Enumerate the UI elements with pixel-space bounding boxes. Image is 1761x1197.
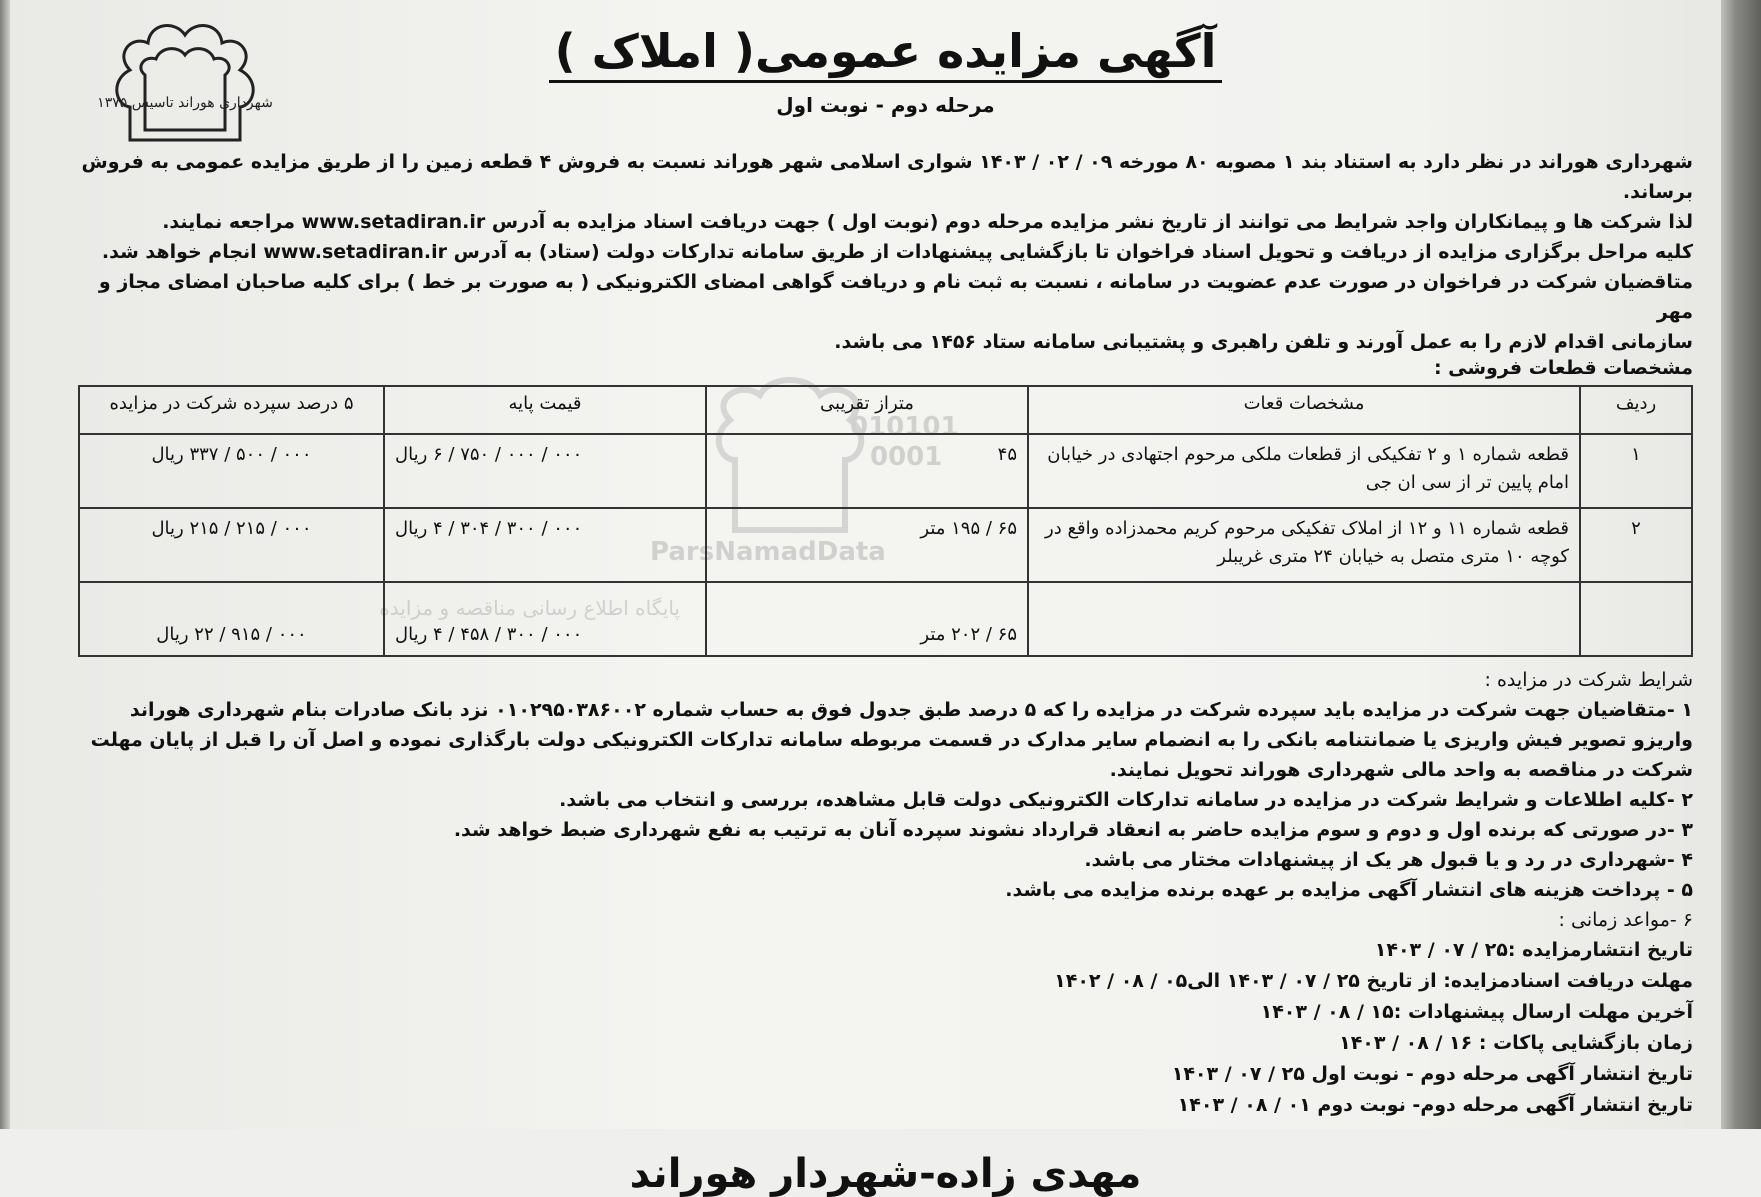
lot-base-price: ۰۰۰ / ۳۰۰ / ۳۰۴ / ۴ ریال — [384, 508, 706, 582]
page-right-shadow — [1721, 0, 1761, 1129]
timeline-item: زمان بازگشایی پاکات : ۱۶ / ۰۸ / ۱۴۰۳ — [1339, 1032, 1693, 1054]
lot-deposit: ۰۰۰ / ۹۱۵ / ۲۲ ریال — [79, 582, 384, 656]
lots-table — [78, 385, 1693, 657]
page-left-shadow — [0, 0, 10, 1129]
lot-spec: قطعه شماره ۱۱ و ۱۲ از املاک تفکیکی مرحوم کریم محمدزاده واقع در کوچه ۱۰ متری متصل به خیابان ۲۴ متری غریبلر — [1028, 508, 1580, 582]
notice-content — [78, 14, 1693, 1197]
row-number: ۲ — [1580, 508, 1692, 582]
svg-text:010101: 010101 — [850, 412, 959, 442]
lot-base-price: ۰۰۰ / ۳۰۰ / ۴۵۸ / ۴ ریال — [384, 582, 706, 656]
intro-line: متاقضیان شرکت در فراخوان در صورت عدم عضویت در سامانه ، نسبت به ثبت نام و دریافت گواهی امضای الکترونیکی ( به صورت بر خط ) برای کلیه صاحبان امضای مجاز و مهر — [98, 271, 1693, 323]
lot-deposit: ۰۰۰ / ۲۱۵ / ۲۱۵ ریال — [79, 508, 384, 582]
row-number — [1580, 582, 1692, 656]
conditions-section — [78, 665, 1693, 935]
lot-area: ۴۵ — [706, 434, 1028, 508]
notice-subtitle: مرحله دوم - نوبت اول — [776, 93, 995, 117]
lot-area: ۶۵ / ۱۹۵ متر — [706, 508, 1028, 582]
intro-paragraph — [78, 147, 1693, 357]
timeline-item: تاریخ انتشار آگهی مرحله دوم - نوبت اول ۲۵ / ۰۷ / ۱۴۰۳ — [1171, 1063, 1693, 1085]
col-area: متراز تقریبی — [706, 386, 1028, 434]
timeline-item: آخرین مهلت ارسال پیشنهادات :۱۵ / ۰۸ / ۱۴۰۳ — [1260, 1001, 1693, 1023]
watermark-brand: ParsNamadData — [650, 537, 886, 567]
col-deposit: ۵ درصد سپرده شرکت در مزایده — [79, 386, 384, 434]
logo-text: شهرداری هوراند تاسیس ۱۳۷۵ — [97, 95, 273, 111]
table-row — [79, 508, 1692, 582]
col-base-price: قیمت پایه — [384, 386, 706, 434]
table-row — [79, 582, 1692, 656]
col-specification: مشخصات قعات — [1028, 386, 1580, 434]
table-header-row — [79, 386, 1692, 434]
lot-area: ۶۵ / ۲۰۲ متر — [706, 582, 1028, 656]
condition-item: ۴ -شهرداری در رد و یا قبول هر یک از پیشنهادات مختار می باشد. — [1084, 849, 1693, 871]
intro-line: سازمانی اقدام لازم را به عمل آورند و تلفن راهبری و پشتیبانی سامانه ستاد ۱۴۵۶ می باشد. — [834, 331, 1693, 353]
timeline-section — [78, 935, 1693, 1121]
lot-spec — [1028, 582, 1580, 656]
col-row-number: ردیف — [1580, 386, 1692, 434]
table-row — [79, 434, 1692, 508]
notice-title: آگهی مزایده عمومی( املاک ) — [549, 24, 1223, 83]
row-number: ۱ — [1580, 434, 1692, 508]
conditions-title: شرایط شرکت در مزایده : — [1484, 669, 1693, 691]
condition-item: ۵ - پرداخت هزینه های انتشار آگهی مزایده بر عهده برنده مزایده می باشد. — [1005, 879, 1693, 901]
intro-line: شهرداری هوراند در نظر دارد به استناد بند ۱ مصوبه ۸۰ مورخه ۰۹ / ۰۲ / ۱۴۰۳ شوارى اسلامی شهر هوراند نسبت به فروش ۴ قطعه زمین را از طریق مزایده عمومی به فروش برساند. — [81, 151, 1693, 203]
condition-item: ۳ -در صورتی که برنده اول و دوم و سوم مزایده حاضر به انعقاد قرارداد نشوند سپرده آنان به ترتیب به نفع شهرداری ضبط خواهد شد. — [453, 819, 1693, 841]
signature: مهدی زاده-شهردار هوراند — [629, 1151, 1142, 1197]
timeline-item: مهلت دریافت اسنادمزایده: از تاریخ ۲۵ / ۰۷ / ۱۴۰۳ الی۰۵ / ۰۸ / ۱۴۰۲ — [1054, 970, 1693, 992]
specs-label: مشخصات قطعات فروشی : — [1433, 357, 1693, 379]
intro-line: کلیه مراحل برگزاری مزایده از دریافت و تحویل اسناد فراخوان تا بازگشایی پیشنهادات از طریق سامانه تدارکات دولت (ستاد) به آدرس www.setadiran.ir انجام خواهد شد. — [101, 241, 1693, 263]
lot-spec: قطعه شماره ۱ و ۲ تفکیکی از قطعات ملکی مرحوم اجتهادی در خیابان امام پایین تر از سی ان جی — [1028, 434, 1580, 508]
condition-item: ۶ -مواعد زمانی : — [1558, 909, 1693, 931]
lot-deposit: ۰۰۰ / ۵۰۰ / ۳۳۷ ریال — [79, 434, 384, 508]
intro-line: لذا شرکت ها و پیمانکاران واجد شرایط می توانند از تاریخ نشر مزایده مرحله دوم (نوبت اول ) جهت دریافت اسناد مزایده به آدرس www.setadiran.ir مراجعه نمایند. — [162, 211, 1693, 233]
timeline-item: تاریخ انتشار آگهی مرحله دوم- نوبت دوم ۰۱ / ۰۸ / ۱۴۰۳ — [1177, 1094, 1693, 1116]
svg-text:0001: 0001 — [870, 442, 943, 472]
condition-item: ۱ -متقاضیان جهت شرکت در مزایده باید سپرده شرکت در مزایده را که ۵ درصد طبق جدول فوق به حساب شماره ۰۱۰۲۹۵۰۳۸۶۰۰۲ نزد بانک صادرات بنام شهرداری هوراند واریزو تصویر فیش واریزی یا ضمانتنامه بانکی را به انضمام سایر مدارک در قسمت مربوطه سامانه تدارکات الکترونیکی دولت بارگذاری نموده و اصل آن را قبل از پایان مهلت شرکت در مناقصه به واحد مالی شهرداری هوراند تحویل نمایند. — [90, 699, 1693, 781]
lot-base-price: ۰۰۰ / ۰۰۰ / ۷۵۰ / ۶ ریال — [384, 434, 706, 508]
watermark-tagline: پایگاه اطلاع رسانی مناقصه و مزایده — [379, 596, 680, 620]
condition-item: ۲ -کلیه اطلاعات و شرایط شرکت در مزایده در سامانه تدارکات الکترونیکی دولت قابل مشاهده، بررسی و انتخاب می باشد. — [559, 789, 1693, 811]
timeline-item: تاریخ انتشارمزایده :۲۵ / ۰۷ / ۱۴۰۳ — [1374, 939, 1693, 961]
